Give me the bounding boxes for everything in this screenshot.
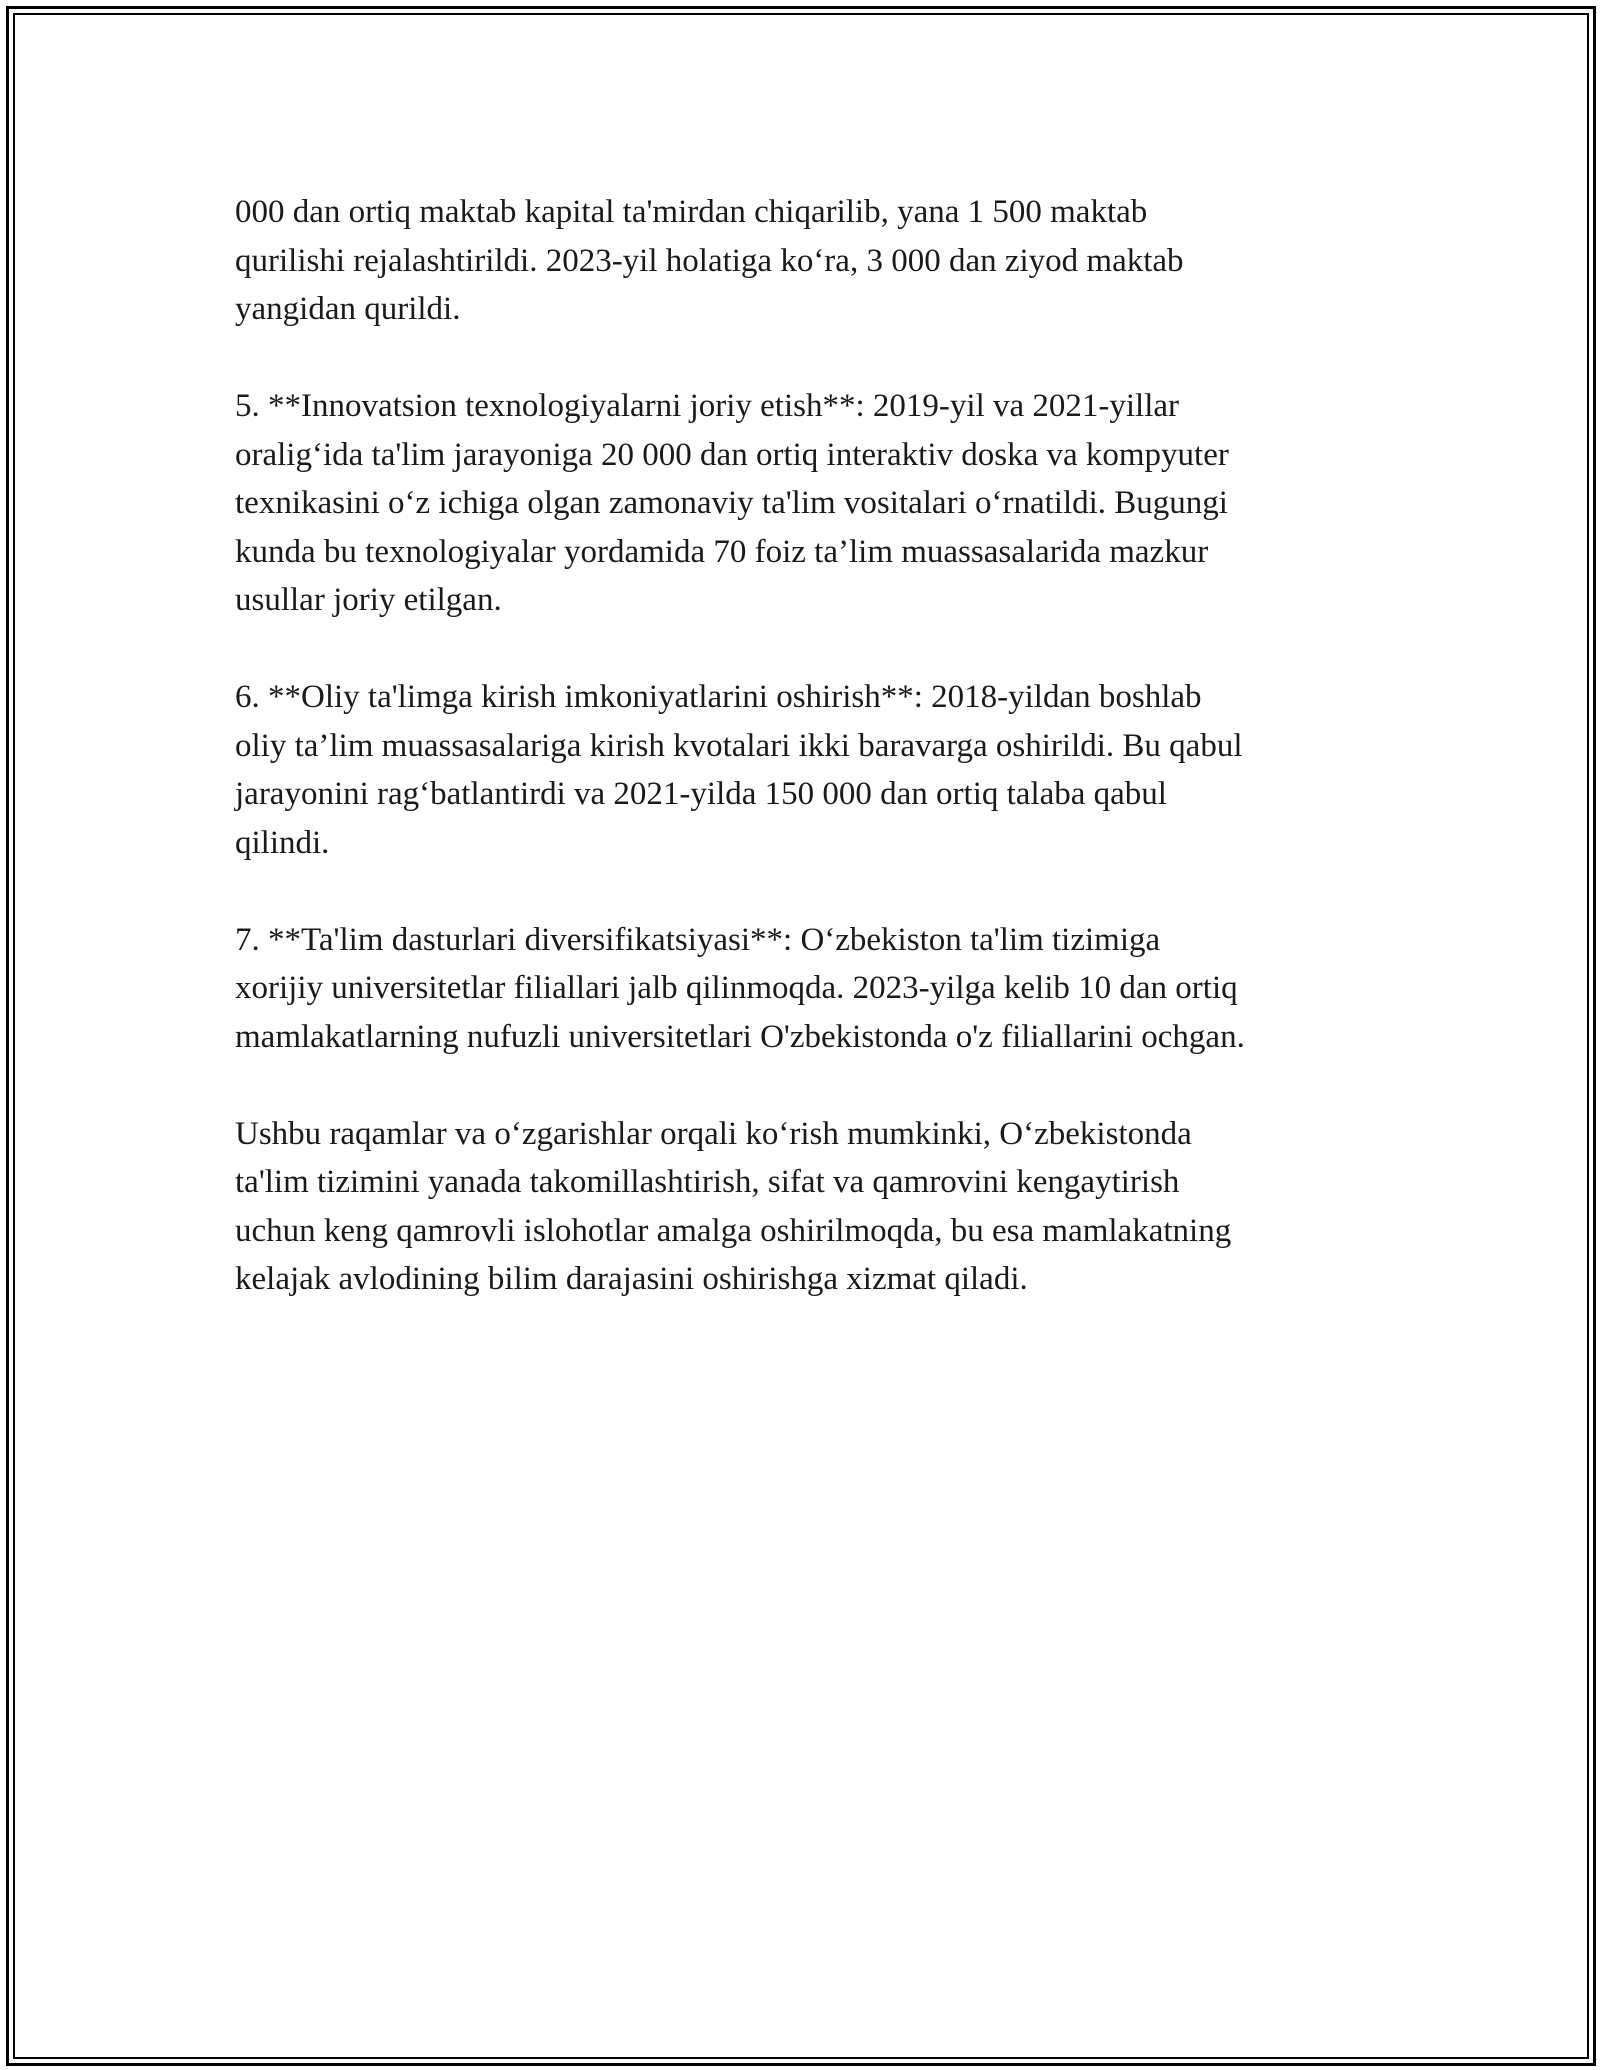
text-line: oliy ta’lim muassasalariga kirish kvotalari ikki baravarga oshirildi. Bu qabul [235, 727, 1243, 764]
text-line: kunda bu texnologiyalar yordamida 70 foiz ta’lim muassasalarida mazkur [235, 533, 1209, 570]
text-line: mamlakatlarning nufuzli universitetlari O'zbekistonda o'z filiallarini ochgan. [235, 1018, 1245, 1055]
paragraph-item-7 [235, 916, 1385, 1062]
text-line: jarayonini rag‘batlantirdi va 2021-yilda 150 000 dan ortiq talaba qabul [235, 776, 1167, 812]
text-line: oralig‘ida ta'lim jarayoniga 20 000 dan ortiq interaktiv doska va kompyuter [235, 436, 1229, 473]
document-body [235, 188, 1385, 1352]
paragraph-item-5 [235, 382, 1385, 625]
text-line: xorijiy universitetlar filiallari jalb qilinmoqda. 2023-yilga kelib 10 dan ortiq [235, 970, 1238, 1006]
text-line: ta'lim tizimini yanada takomillashtirish, sifat va qamrovini kengaytirish [235, 1164, 1180, 1200]
text-line: 6. **Oliy ta'limga kirish imkoniyatlarini oshirish**: 2018-yildan boshlab [235, 679, 1202, 715]
text-line: 5. **Innovatsion texnologiyalarni joriy etish**: 2019-yil va 2021-yillar [235, 388, 1180, 424]
text-line: 000 dan ortiq maktab kapital ta'mirdan chiqarilib, yana 1 500 maktab [235, 194, 1148, 230]
text-line: qurilishi rejalashtirildi. 2023-yil holatiga ko‘ra, 3 000 dan ziyod maktab [235, 242, 1184, 279]
paragraph-item-6 [235, 673, 1385, 867]
paragraph-conclusion [235, 1110, 1385, 1304]
text-line: uchun keng qamrovli islohotlar amalga oshirilmoqda, bu esa mamlakatning [235, 1212, 1232, 1249]
text-line: kelajak avlodining bilim darajasini oshirishga xizmat qiladi. [235, 1261, 1028, 1297]
text-line: texnikasini o‘z ichiga olgan zamonaviy ta'lim vositalari o‘rnatildi. Bugungi [235, 485, 1228, 521]
paragraph-school-construction [235, 188, 1385, 334]
text-line: usullar joriy etilgan. [235, 582, 502, 618]
text-line: yangidan qurildi. [235, 291, 461, 327]
text-line: qilindi. [235, 824, 330, 861]
text-line: Ushbu raqamlar va o‘zgarishlar orqali ko‘rish mumkinki, O‘zbekistonda [235, 1115, 1192, 1152]
text-line: 7. **Ta'lim dasturlari diversifikatsiyasi**: O‘zbekiston ta'lim tizimiga [235, 921, 1161, 958]
